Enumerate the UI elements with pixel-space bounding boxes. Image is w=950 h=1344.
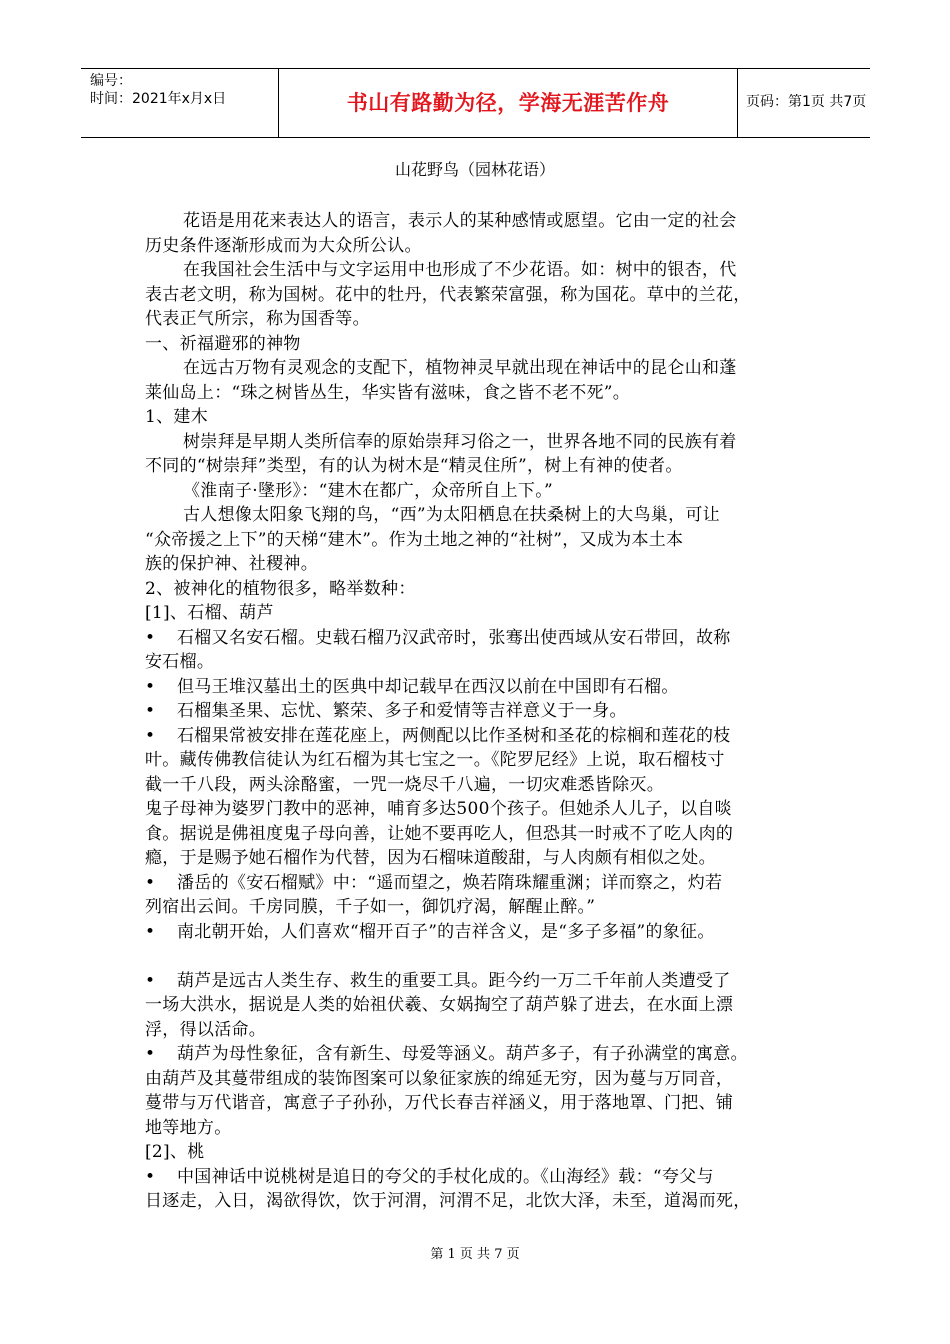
- bullet-marker: •: [145, 1044, 156, 1064]
- text-line: 花语是用花来表达人的语言，表示人的某种感情或愿望。它由一定的社会: [183, 211, 737, 231]
- page-header: [81, 68, 870, 138]
- text-line: 不同的“树崇拜”类型，有的认为树木是“精灵住所”，树上有神的使者。: [145, 456, 683, 476]
- bullet-text: 南北朝开始，人们喜欢“榴开百子”的吉祥含义，是“多子多福”的象征。: [177, 921, 715, 942]
- text-line: 在远古万物有灵观念的支配下，植物神灵早就出现在神话中的昆仑山和蓬: [183, 358, 737, 378]
- document-title: 山花野鸟（园林花语）: [394, 160, 555, 179]
- subsection-heading: 2、被神化的植物很多，略举数种：: [145, 578, 416, 599]
- bullet-line: [145, 1165, 820, 1190]
- bullet-marker: •: [145, 676, 156, 697]
- page-number-info: 页码：第1页 共7页: [746, 94, 867, 110]
- text-line: “众帝援之上下”的天梯“建木”。作为土地之神的“社树”，又成为本土本: [145, 529, 684, 550]
- text-line: 历史条件逐渐形成而为大众所公认。: [145, 235, 422, 256]
- serial-number-label: 编号：: [90, 73, 132, 89]
- bullet-text: 潘岳的《安石榴赋》中：“遥而望之，焕若隋珠耀重渊；详而察之，灼若: [177, 872, 723, 893]
- bullet-line: [145, 920, 820, 945]
- bullet-text: 葫芦是远古人类生存、救生的重要工具。距今约一万二千年前人类遭受了: [177, 970, 731, 991]
- bullet-text: 葫芦为母性象征，含有新生、母爱等涵义。葫芦多子，有子孙满堂的寓意。: [177, 1044, 748, 1064]
- subsection-heading: [1]、石榴、葫芦: [145, 603, 274, 623]
- text-line: 代表正气所宗，称为国香等。: [145, 309, 370, 329]
- document-body: [145, 209, 820, 1214]
- text-line: 浮，得以活命。: [145, 1019, 267, 1040]
- text-line: 一场大洪水，据说是人类的始祖伏羲、女娲掏空了葫芦躲了进去，在水面上漂: [145, 995, 734, 1015]
- text-line: 地等地方。: [145, 1117, 232, 1138]
- text-line: 日逐走，入日，渴欲得饮，饮于河渭，河渭不足，北饮大泽，未至，道渴而死，: [145, 1191, 751, 1211]
- bullet-text: 石榴集圣果、忘忧、繁荣、多子和爱情等吉祥意义于一身。: [177, 701, 627, 721]
- bullet-line: [145, 626, 820, 651]
- bullet-marker: •: [145, 627, 156, 648]
- text-line: 由葫芦及其蔓带组成的装饰图案可以象征家族的绵延无穷，因为蔓与万同音，: [145, 1068, 734, 1089]
- bullet-marker: •: [145, 921, 156, 942]
- bullet-marker: •: [145, 970, 156, 991]
- section-heading: 一、祈福避邪的神物: [145, 333, 301, 354]
- text-line: 古人想像太阳象飞翔的鸟，“西”为太阳栖息在扶桑树上的大鸟巢，可让: [183, 505, 720, 525]
- bullet-line: [145, 675, 820, 700]
- page-footer: 第 1 页 共 7 页: [430, 1247, 520, 1262]
- text-line: 截一千八段，两头涂酪蜜，一咒一烧尽千八遍，一切灾难悉皆除灭。: [145, 774, 664, 795]
- text-line: 蔓带与万代谐音，寓意子子孙孙，万代长春吉祥涵义，用于落地罩、门把、铺: [145, 1093, 734, 1113]
- subsection-heading: [2]、桃: [145, 1142, 205, 1162]
- header-info-cell: [81, 69, 279, 137]
- text-line: 食。据说是佛祖度鬼子母向善，让她不要再吃人，但恐其一时戒不了吃人肉的: [145, 823, 734, 844]
- blank-line: [145, 944, 820, 969]
- bullet-line: [145, 699, 820, 724]
- bullet-text: 石榴果常被安排在莲花座上，两侧配以比作圣树和圣花的棕榈和莲花的枝: [177, 725, 731, 746]
- text-line: 叶。藏传佛教信徒认为红石榴为其七宝之一。《陀罗尼经》上说，取石榴枝寸: [145, 750, 725, 770]
- text-line: 表古老文明，称为国树。花中的牡丹，代表繁荣富强，称为国花。草中的兰花，: [145, 284, 751, 305]
- header-page-cell: [738, 69, 870, 137]
- bullet-text: 中国神话中说桃树是追日的夸父的手杖化成的。《山海经》载：“夸父与: [177, 1166, 714, 1187]
- motto-text: 书山有路勤为径，学海无涯苦作舟: [346, 91, 670, 115]
- quote-line: 《淮南子·墬形》：“建木在都广，众帝所自上下。”: [183, 480, 553, 501]
- bullet-line: [145, 969, 820, 994]
- text-line: 瘾，于是赐予她石榴作为代替，因为石榴味道酸甜，与人肉颇有相似之处。: [145, 848, 716, 868]
- bullet-marker: •: [145, 725, 156, 746]
- text-line: 莱仙岛上：“珠之树皆丛生，华实皆有滋味，食之皆不老不死”。: [145, 382, 631, 403]
- text-line: 列宿出云间。千房同膜，千子如一，御饥疗渴，解醒止醉。”: [145, 897, 596, 917]
- date-label: 时间：2021年x月x日: [90, 91, 227, 107]
- bullet-marker: •: [145, 701, 156, 721]
- bullet-marker: •: [145, 872, 156, 893]
- bullet-text: 但马王堆汉墓出土的医典中却记载早在西汉以前在中国即有石榴。: [177, 676, 679, 697]
- bullet-line: [145, 724, 820, 749]
- header-motto-cell: [279, 69, 738, 137]
- text-line: 族的保护神、社稷神。: [145, 554, 318, 574]
- bullet-text: 石榴又名安石榴。史载石榴乃汉武帝时，张骞出使西域从安石带回，故称: [177, 627, 731, 648]
- bullet-line: [145, 1042, 820, 1067]
- text-line: 鬼子母神为婆罗门教中的恶神，哺育多达500个孩子。但她杀人儿子，以自啖: [145, 799, 732, 819]
- bullet-line: [145, 871, 820, 896]
- text-line: 树崇拜是早期人类所信奉的原始崇拜习俗之一，世界各地不同的民族有着: [183, 431, 737, 452]
- subsection-heading: 1、建木: [145, 407, 209, 427]
- text-line: 安石榴。: [145, 652, 215, 672]
- text-line: 在我国社会生活中与文字运用中也形成了不少花语。如：树中的银杏，代: [183, 260, 737, 280]
- bullet-marker: •: [145, 1166, 156, 1187]
